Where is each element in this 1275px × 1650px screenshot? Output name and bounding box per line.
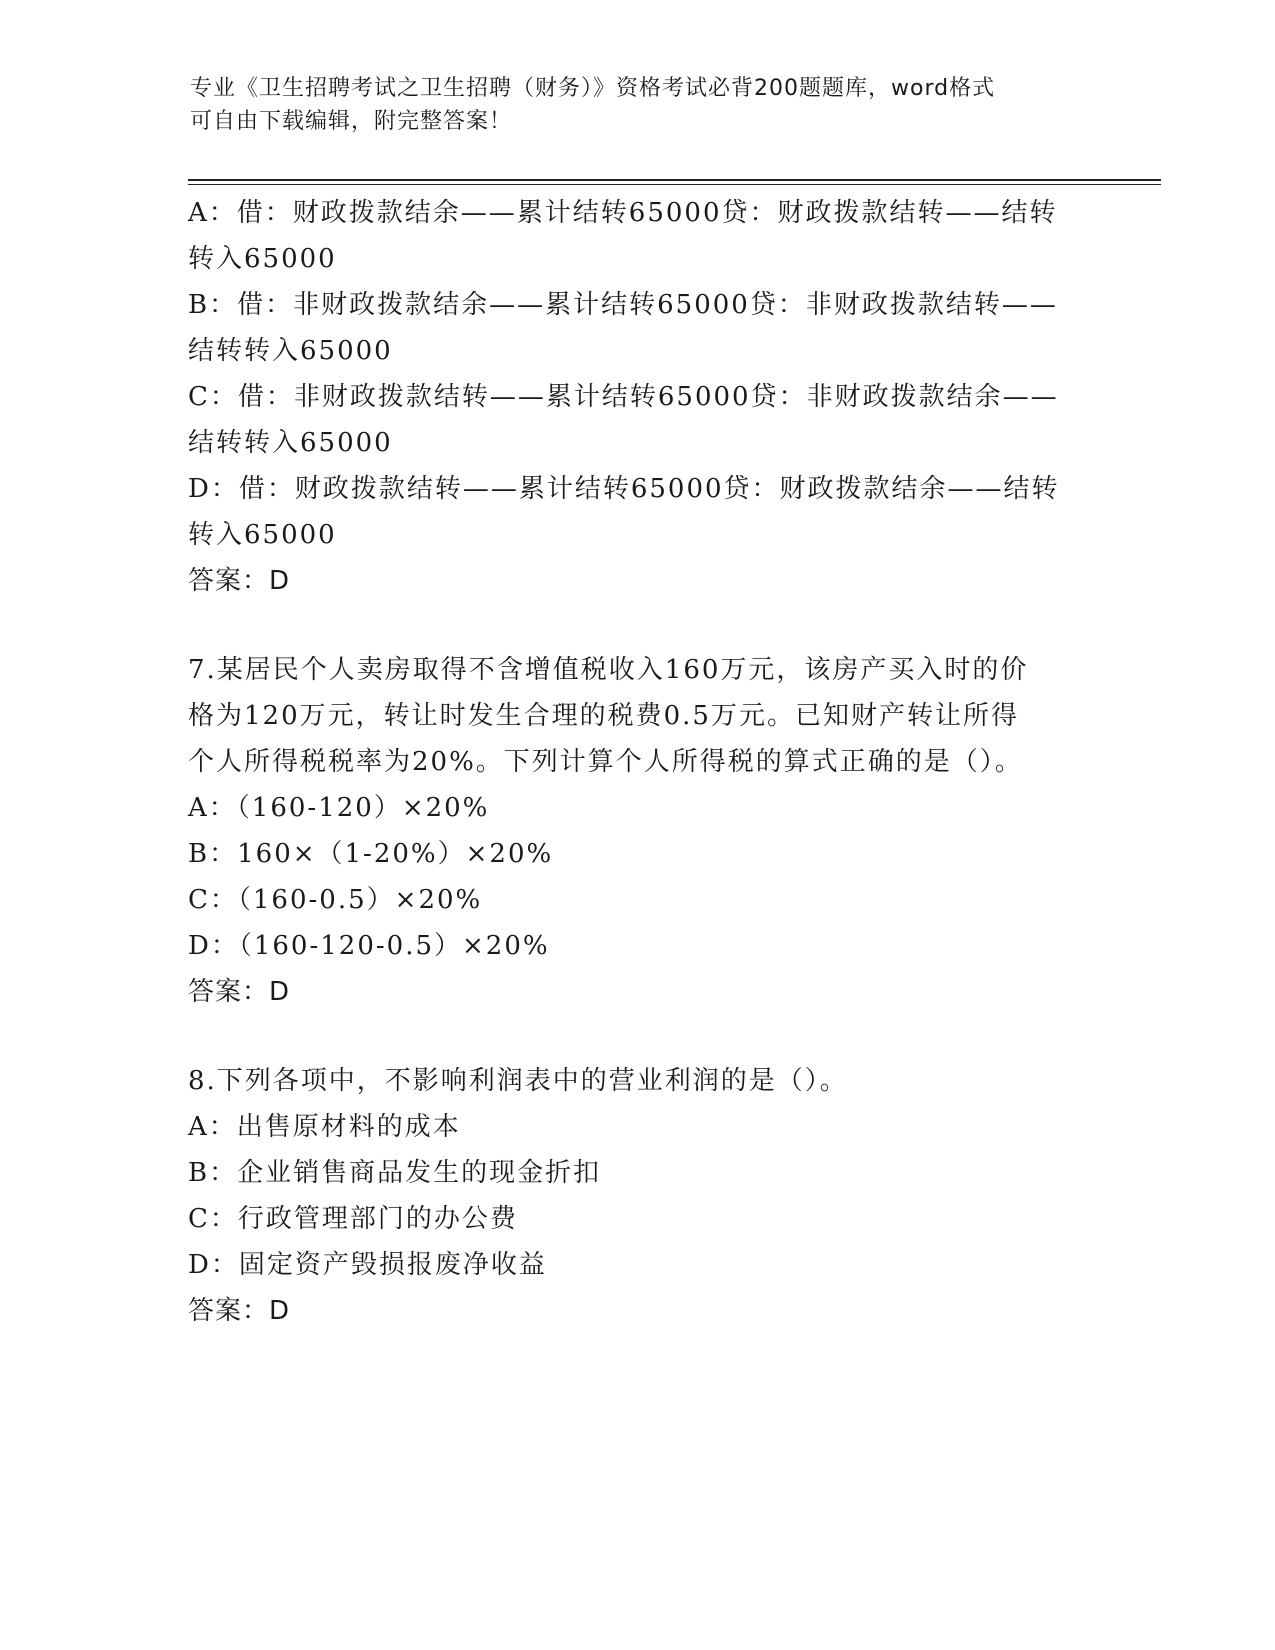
spacer (188, 604, 1088, 647)
q6-option-a-line-1: A：借：财政拨款结余——累计结转65000贷：财政拨款结转——结转 (188, 198, 1058, 228)
q6-answer: 答案：D (188, 566, 291, 596)
q6-option-b-line-1: B：借：非财政拨款结余——累计结转65000贷：非财政拨款结转—— (188, 290, 1058, 320)
q6-option-b-line-2: 结转转入65000 (188, 336, 393, 366)
document-header (190, 72, 1070, 138)
q7-option-c: C：（160-0.5）×20% (188, 885, 483, 915)
q7-stem-line-2: 格为120万元，转让时发生合理的税费0.5万元。已知财产转让所得 (188, 701, 1019, 731)
document-body (188, 190, 1088, 1334)
q8-option-d: D：固定资产毁损报废净收益 (188, 1250, 547, 1280)
q8-option-c: C：行政管理部门的办公费 (188, 1204, 518, 1234)
q6-option-c-line-2: 结转转入65000 (188, 428, 393, 458)
header-line-2: 可自由下载编辑，附完整答案！ (190, 109, 513, 134)
q7-answer: 答案：D (188, 977, 291, 1007)
header-rule-thick (188, 179, 1161, 181)
q7-option-b: B：160×（1-20%）×20% (188, 839, 554, 869)
q7-stem-line-1: 7.某居民个人卖房取得不含增值税收入160万元，该房产买入时的价 (188, 655, 1029, 685)
q8-stem-line-1: 8.下列各项中，不影响利润表中的营业利润的是（）。 (188, 1066, 848, 1096)
spacer (188, 1015, 1088, 1058)
question-8 (188, 1058, 1088, 1334)
q6-option-c-line-1: C：借：非财政拨款结转——累计结转65000贷：非财政拨款结余—— (188, 382, 1059, 412)
header-rule-thin (188, 184, 1161, 185)
q6-option-d-line-2: 转入65000 (188, 520, 337, 550)
q7-option-d: D：（160-120-0.5）×20% (188, 931, 550, 961)
question-6 (188, 190, 1088, 604)
q6-option-a-line-2: 转入65000 (188, 244, 337, 274)
q8-option-a: A：出售原材料的成本 (188, 1112, 461, 1142)
question-7 (188, 647, 1088, 1015)
q7-option-a: A：（160-120）×20% (188, 793, 490, 823)
q8-option-b: B：企业销售商品发生的现金折扣 (188, 1158, 602, 1188)
header-line-1: 专业《卫生招聘考试之卫生招聘（财务）》资格考试必背200题题库，word格式 (190, 76, 996, 101)
q6-option-d-line-1: D：借：财政拨款结转——累计结转65000贷：财政拨款结余——结转 (188, 474, 1060, 504)
q7-stem-line-3: 个人所得税税率为20%。下列计算个人所得税的算式正确的是（）。 (188, 747, 1023, 777)
q8-answer: 答案：D (188, 1296, 291, 1326)
